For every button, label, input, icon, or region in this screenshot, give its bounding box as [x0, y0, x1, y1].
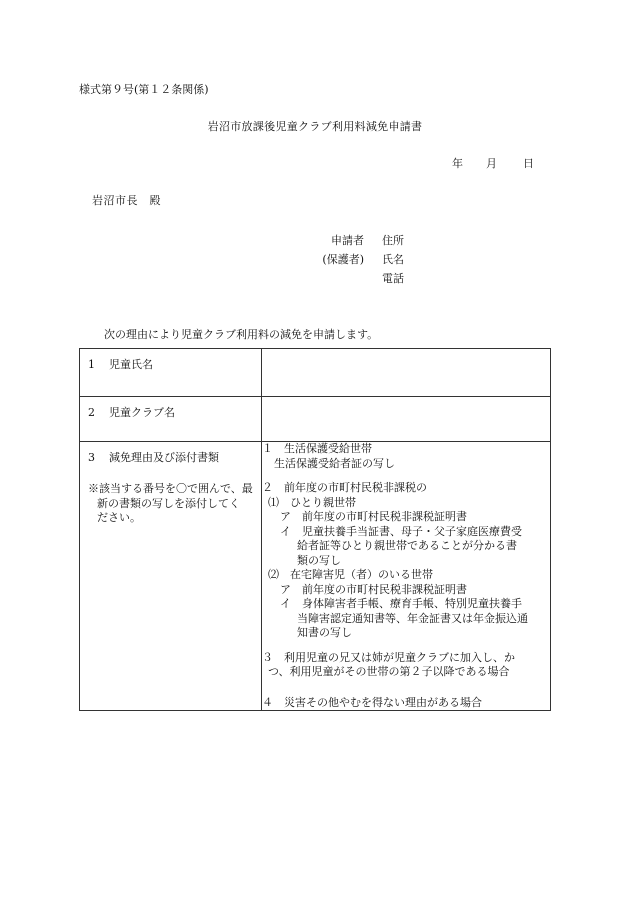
addressee: 岩沼市長 殿 — [92, 194, 161, 207]
reason-2-2-doc-a: ア 前年度の市町村民税非課税証明書 — [280, 582, 467, 596]
reason-2-2-title[interactable]: ⑵ 在宅障害児（者）のいる世帯 — [268, 568, 433, 581]
table-row-reasons — [80, 442, 551, 711]
note-line: ださい。 — [97, 511, 141, 524]
note-line: ※該当する番号を〇で囲んで、最 — [88, 482, 253, 495]
reason-1-document: 生活保護受給者証の写し — [274, 456, 395, 470]
row-number: 2 — [88, 406, 95, 419]
club-name-label-cell — [80, 397, 262, 442]
reason-label-cell — [80, 442, 262, 711]
date-day-label: 日 — [523, 157, 534, 170]
child-name-label-cell — [80, 349, 262, 397]
reason-2-1-doc-a: ア 前年度の市町村民税非課税証明書 — [280, 510, 467, 523]
reason-1-title[interactable]: １ 生活保護受給世帯 — [262, 442, 372, 455]
note-line: 新の書類の写しを添付してく — [97, 496, 240, 510]
table-row-child-name — [80, 349, 551, 397]
row-number: 3 — [88, 451, 95, 464]
reason-3-title[interactable]: ３ 利用児童の兄又は姉が児童クラブに加入し、か — [262, 650, 515, 664]
reason-options-cell — [262, 442, 551, 711]
page-title: 岩沼市放課後児童クラブ利用料減免申請書 — [207, 120, 423, 133]
row-number: 1 — [88, 358, 95, 371]
table-row-club-name — [80, 397, 551, 442]
reason-2-1-doc-i: イ 児童扶養手当証書、母子・父子家庭医療費受 — [280, 524, 522, 538]
form-number: 様式第９号(第１２条関係) — [79, 83, 209, 96]
name-field-label: 氏名 — [382, 253, 404, 266]
reason-2-1-doc-i-cont: 類の写し — [297, 553, 341, 567]
date-month-label: 月 — [486, 157, 497, 170]
child-name-input-cell[interactable] — [262, 349, 551, 397]
instruction-note — [80, 482, 261, 526]
reason-4-title[interactable]: ４ 災害その他やむを得ない理由がある場合 — [262, 695, 482, 709]
date-line — [452, 157, 534, 171]
club-name-input-cell[interactable] — [262, 397, 551, 442]
intro-text: 次の理由により児童クラブ利用料の減免を申請します。 — [104, 328, 379, 341]
reason-label: 減免理由及び添付書類 — [109, 451, 219, 464]
guardian-label: (保護者) — [322, 253, 364, 266]
reason-2-1-doc-i-cont: 給者証等ひとり親世帯であることが分かる書 — [297, 539, 517, 552]
child-name-label: 児童氏名 — [109, 358, 153, 371]
phone-field-label: 電話 — [382, 272, 404, 285]
reason-2-2-doc-i-cont: 知書の写し — [297, 626, 352, 639]
club-name-label: 児童クラブ名 — [109, 406, 175, 419]
reason-2-2-doc-i-cont: 当障害認定通知書等、年金証書又は年金振込通 — [297, 611, 528, 625]
reason-2-1-title[interactable]: ⑴ ひとり親世帯 — [268, 495, 356, 509]
reason-2-2-doc-i: イ 身体障害者手帳、療育手帳、特別児童扶養手 — [280, 597, 522, 610]
applicant-label: 申請者 — [331, 234, 364, 247]
reason-3-title-cont: つ、利用児童がその世帯の第２子以降である場合 — [268, 665, 510, 678]
application-table — [79, 348, 551, 711]
address-field-label: 住所 — [382, 234, 404, 247]
date-year-label: 年 — [452, 157, 463, 170]
reason-2-title[interactable]: ２ 前年度の市町村民税非課税の — [262, 481, 427, 494]
